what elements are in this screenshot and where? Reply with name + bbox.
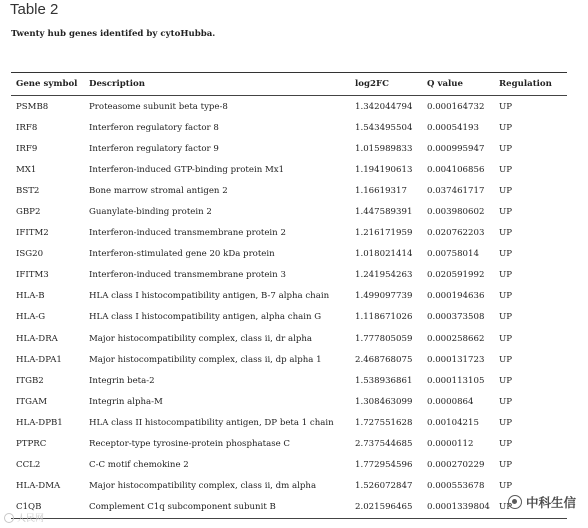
cell-regulation: UP (499, 207, 513, 218)
table-row (11, 117, 567, 138)
cell-log2fc: 1.015989833 (355, 143, 413, 154)
cell-gene: IFITM2 (16, 228, 49, 239)
cell-regulation: UP (499, 354, 513, 365)
cell-gene: ISG20 (16, 249, 44, 260)
table-row (11, 370, 567, 391)
cell-gene: PTPRC (16, 439, 47, 450)
table-row (11, 223, 567, 244)
header-row (11, 73, 567, 96)
cell-gene: GBP2 (16, 207, 41, 218)
cell-description: Receptor-type tyrosine-protein phosphatase C (89, 439, 290, 450)
cell-q-value: 0.000194636 (427, 291, 485, 302)
cell-gene: IRF9 (16, 143, 38, 154)
cell-log2fc: 2.737544685 (355, 439, 413, 450)
cell-log2fc: 1.16619317 (355, 185, 407, 196)
cell-q-value: 0.0000864 (427, 396, 474, 407)
cell-q-value: 0.004106856 (427, 164, 485, 175)
cell-description: C-C motif chemokine 2 (89, 460, 189, 471)
cell-regulation: UP (499, 249, 513, 260)
cell-regulation: UP (499, 291, 513, 302)
cell-description: Integrin alpha-M (89, 396, 163, 407)
cell-log2fc: 1.538936861 (355, 375, 413, 386)
cell-description: Interferon regulatory factor 8 (89, 122, 219, 133)
cell-description: Interferon-induced transmembrane protein 2 (89, 228, 286, 239)
cell-gene: HLA-G (16, 312, 46, 323)
watermark-right (508, 493, 576, 511)
header-regulation: Regulation (499, 79, 552, 89)
cell-gene: BST2 (16, 185, 40, 196)
cell-description: Major histocompatibility complex, class ii, dm alpha (89, 481, 317, 492)
table-body (11, 96, 567, 519)
cell-regulation: UP (499, 439, 513, 450)
cell-description: Interferon-induced transmembrane protein 3 (89, 270, 286, 281)
cell-regulation: UP (499, 460, 513, 471)
table-row (11, 138, 567, 159)
cell-q-value: 0.000113105 (427, 375, 485, 386)
cell-q-value: 0.037461717 (427, 185, 485, 196)
cell-gene: IFITM3 (16, 270, 49, 281)
cell-log2fc: 1.526072847 (355, 481, 413, 492)
cell-log2fc: 1.194190613 (355, 164, 413, 175)
cell-log2fc: 1.342044794 (355, 101, 413, 112)
table-row (11, 434, 567, 455)
table-row (11, 412, 567, 433)
cell-description: Bone marrow stromal antigen 2 (89, 185, 228, 196)
cell-regulation: UP (499, 481, 513, 492)
table-row (11, 286, 567, 307)
cell-gene: HLA-DPB1 (16, 417, 63, 428)
cell-log2fc: 1.447589391 (355, 207, 413, 218)
cell-q-value: 0.000131723 (427, 354, 485, 365)
cell-description: HLA class II histocompatibility antigen, DP beta 1 chain (89, 417, 334, 428)
cell-regulation: UP (499, 228, 513, 239)
cell-log2fc: 1.727551628 (355, 417, 413, 428)
table-row (11, 476, 567, 497)
table-row (11, 391, 567, 412)
table-row (11, 497, 567, 519)
watermark-right-text: 中科生信 (525, 495, 576, 510)
table-row (11, 180, 567, 201)
cell-gene: PSMB8 (16, 101, 49, 112)
cell-regulation: UP (499, 502, 513, 513)
table-row (11, 328, 567, 349)
cell-gene: CCL2 (16, 460, 41, 471)
table-caption: Twenty hub genes identifed by cytoHubba. (11, 29, 216, 39)
cell-q-value: 0.000258662 (427, 333, 485, 344)
table-title: Table 2 (10, 1, 59, 18)
cell-log2fc: 1.241954263 (355, 270, 413, 281)
cell-regulation: UP (499, 312, 513, 323)
cell-log2fc: 2.468768075 (355, 354, 413, 365)
cell-log2fc: 1.543495504 (355, 122, 413, 133)
cell-log2fc: 2.021596465 (355, 502, 413, 513)
cell-regulation: UP (499, 143, 513, 154)
table-header (11, 73, 567, 96)
cell-gene: MX1 (16, 164, 37, 175)
header-log2fc: log2FC (355, 79, 389, 89)
cell-log2fc: 1.018021414 (355, 249, 413, 260)
cell-q-value: 0.020591992 (427, 270, 485, 281)
header-gene-symbol: Gene symbol (16, 79, 78, 89)
cell-q-value: 0.000553678 (427, 481, 485, 492)
cell-regulation: UP (499, 164, 513, 175)
cell-description: Integrin beta-2 (89, 375, 155, 386)
cell-gene: ITGAM (16, 396, 47, 407)
cell-description: Complement C1q subcomponent subunit B (89, 502, 276, 513)
wechat-badge-icon (508, 495, 522, 509)
cell-gene: HLA-DMA (16, 481, 61, 492)
cell-log2fc: 1.216171959 (355, 228, 413, 239)
table-row (11, 159, 567, 180)
cell-gene: HLA-DRA (16, 333, 58, 344)
cell-description: Interferon-stimulated gene 20 kDa protein (89, 249, 275, 260)
cell-q-value: 0.0000112 (427, 439, 474, 450)
cell-gene: HLA-B (16, 291, 45, 302)
cell-gene: C1QB (16, 502, 42, 513)
table-row (11, 201, 567, 222)
cell-description: Major histocompatibility complex, class ii, dr alpha (89, 333, 313, 344)
table-row (11, 307, 567, 328)
cell-gene: HLA-DPA1 (16, 354, 62, 365)
table-row (11, 96, 567, 118)
cell-q-value: 0.00758014 (427, 249, 479, 260)
cell-regulation: UP (499, 375, 513, 386)
cell-description: HLA class I histocompatibility antigen, B-7 alpha chain (89, 291, 330, 302)
table-row (11, 455, 567, 476)
header-q-value: Q value (427, 79, 464, 89)
cell-gene: IRF8 (16, 122, 38, 133)
cell-q-value: 0.000373508 (427, 312, 485, 323)
cell-description: Interferon regulatory factor 9 (89, 143, 219, 154)
cell-q-value: 0.00054193 (427, 122, 479, 133)
table-row (11, 349, 567, 370)
cell-regulation: UP (499, 333, 513, 344)
cell-log2fc: 1.499097739 (355, 291, 413, 302)
cell-q-value: 0.000164732 (427, 101, 485, 112)
cell-log2fc: 1.118671026 (355, 312, 413, 323)
table-row (11, 265, 567, 286)
cell-description: Guanylate-binding protein 2 (89, 207, 212, 218)
cell-q-value: 0.00104215 (427, 417, 479, 428)
watermark-left (4, 511, 44, 524)
cell-q-value: 0.003980602 (427, 207, 485, 218)
watermark-logo-icon (4, 513, 14, 523)
hub-genes-table-container (11, 72, 567, 519)
cell-q-value: 0.0001339804 (427, 502, 490, 513)
cell-log2fc: 1.777805059 (355, 333, 413, 344)
watermark-left-text: 人民网 (17, 514, 45, 524)
cell-log2fc: 1.308463099 (355, 396, 413, 407)
cell-description: Interferon-induced GTP-binding protein Mx1 (89, 164, 285, 175)
cell-gene: ITGB2 (16, 375, 44, 386)
cell-description: Major histocompatibility complex, class ii, dp alpha 1 (89, 354, 322, 365)
cell-regulation: UP (499, 122, 513, 133)
cell-regulation: UP (499, 396, 513, 407)
header-description: Description (89, 79, 146, 89)
hub-genes-table (11, 72, 567, 519)
cell-log2fc: 1.772954596 (355, 460, 413, 471)
cell-description: HLA class I histocompatibility antigen, alpha chain G (89, 312, 322, 323)
cell-q-value: 0.000270229 (427, 460, 485, 471)
cell-regulation: UP (499, 270, 513, 281)
cell-regulation: UP (499, 417, 513, 428)
table-row (11, 244, 567, 265)
cell-regulation: UP (499, 185, 513, 196)
cell-description: Proteasome subunit beta type-8 (89, 101, 228, 112)
cell-q-value: 0.020762203 (427, 228, 485, 239)
cell-q-value: 0.000995947 (427, 143, 485, 154)
cell-regulation: UP (499, 101, 513, 112)
